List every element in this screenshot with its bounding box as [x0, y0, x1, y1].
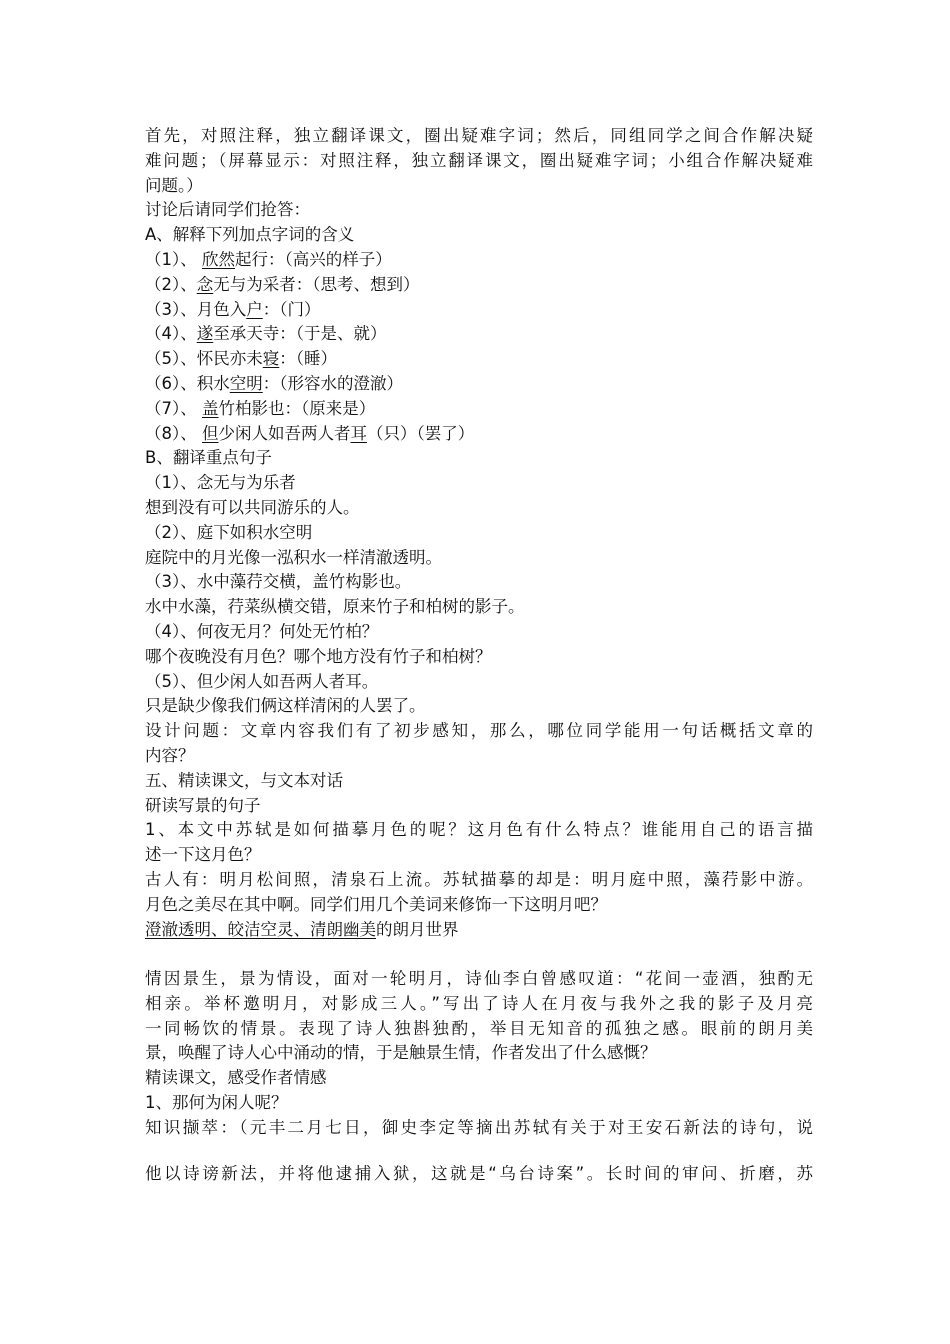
- sentence-line: （1）、念无与为乐者: [145, 473, 296, 493]
- paragraph-libai-line-3: 一同畅饮的情景。表现了诗人独斟独酌，举目无知音的孤独之感。眼前的朗月美: [145, 1018, 813, 1038]
- question-1-line-1: 1、本文中苏轼是如何描摹月色的呢？这月色有什么特点？谁能用自己的语言描: [145, 820, 813, 840]
- paragraph-ancient-line-1: 古人有：明月松间照，清泉石上流。苏轼描摹的却是：明月庭中照，藻荇影中游。: [145, 869, 813, 889]
- translation-line: 庭院中的月光像一泓积水一样清澈透明。: [145, 547, 442, 567]
- vocab-key: 遂: [196, 324, 214, 344]
- design-question-line-2: 内容？: [145, 745, 195, 765]
- section-6-title: 精读课文，感受作者情感: [145, 1068, 327, 1088]
- section-b-title: B、翻译重点句子: [145, 448, 272, 468]
- sentence-line: （4）、何夜无月？何处无竹柏？: [145, 621, 379, 641]
- sentence-line: （2）、庭下如积水空明: [145, 522, 313, 542]
- vocab-key: 空明: [229, 373, 263, 393]
- vocab-item-7: （7）、 盖竹柏影也：（原来是）: [145, 398, 376, 418]
- vocab-key: 但: [202, 423, 219, 443]
- design-question-line-1: 设计问题：文章内容我们有了初步感知，那么，哪位同学能用一句话概括文章的: [145, 721, 813, 741]
- translation-line: 想到没有可以共同游乐的人。: [145, 497, 360, 517]
- vocab-key: 盖: [202, 398, 219, 418]
- vocab-item-2: （2）、念无与为采者：（思考、想到）: [145, 274, 420, 294]
- section-5-subtitle: 研读写景的句子: [145, 795, 261, 815]
- vocab-key: 耳: [350, 423, 367, 443]
- vocab-item-5: （5）、怀民亦未寝：（睡）: [145, 349, 337, 369]
- translation-line: 水中水藻，荇菜纵横交错，原来竹子和柏树的影子。: [145, 597, 525, 617]
- paragraph-libai-line-2: 相亲。举杯邀明月，对影成三人。”写出了诗人在月夜与我外之我的影子及月亮: [145, 993, 813, 1013]
- question-1-line-2: 述一下这月色？: [145, 845, 261, 865]
- vocab-item-6: （6）、积水空明：（形容水的澄澈）: [145, 373, 403, 393]
- intro-line-4: 讨论后请同学们抢答：: [145, 200, 310, 220]
- section-a-title: A、解释下列加点字词的含义: [145, 225, 355, 245]
- document-page: [145, 124, 813, 1186]
- intro-line-2: 难问题；（屏幕显示：对照注释，独立翻译课文，圈出疑难字词；小组合作解决疑难: [145, 150, 813, 170]
- sentence-line: （5）、但少闲人如吾两人者耳。: [145, 671, 379, 691]
- knowledge-line-1: 知识撷萃：（元丰二月七日，御史李定等摘出苏轼有关于对王安石新法的诗句，说: [145, 1117, 813, 1137]
- paragraph-ancient-line-2: 月色之美尽在其中啊。同学们用几个美词来修饰一下这明月吧？: [145, 894, 607, 914]
- vocab-item-8: （8）、 但少闲人如吾两人者耳（只）（罢了）: [145, 423, 475, 443]
- moonlight-words: 澄澈透明、皎洁空灵、清朗幽美的朗月世界: [145, 919, 459, 939]
- vocab-key: 欣然: [202, 249, 235, 269]
- vocab-item-4: （4）、遂至承天寺：（于是、就）: [145, 324, 387, 344]
- intro-line-3: 问题。）: [145, 175, 203, 195]
- vocab-key: 寝: [262, 349, 280, 369]
- knowledge-line-2: 他以诗谤新法，并将他逮捕入狱，这就是“乌台诗案”。长时间的审问、折磨，苏: [145, 1163, 813, 1183]
- section-5-title: 五、精读课文，与文本对话: [145, 770, 343, 790]
- sentence-line: （3）、水中藻荇交横，盖竹构影也。: [145, 572, 412, 592]
- vocab-key: 念: [196, 274, 214, 294]
- vocab-item-1: （1）、 欣然起行：（高兴的样子）: [145, 249, 392, 269]
- page-break-space: [145, 1141, 813, 1162]
- paragraph-libai-line-1: 情因景生，景为情设，面对一轮明月，诗仙李白曾感叹道：“花间一壶酒，独酌无: [145, 969, 813, 989]
- vocab-key: 户: [246, 299, 263, 319]
- paragraph-libai-line-4: 景，唤醒了诗人心中涌动的情，于是触景生情，作者发出了什么感慨？: [145, 1043, 657, 1063]
- translation-line: 只是缺少像我们俩这样清闲的人罢了。: [145, 696, 426, 716]
- vocab-item-3: （3）、月色入户：（门）: [145, 299, 321, 319]
- intro-line-1: 首先，对照注释，独立翻译课文，圈出疑难字词；然后，同组同学之间合作解决疑: [145, 126, 813, 145]
- section-6-question-1: 1、那何为闲人呢？: [145, 1093, 288, 1113]
- translation-line: 哪个夜晚没有月色？哪个地方没有竹子和柏树？: [145, 646, 492, 666]
- blank-line: [145, 942, 813, 967]
